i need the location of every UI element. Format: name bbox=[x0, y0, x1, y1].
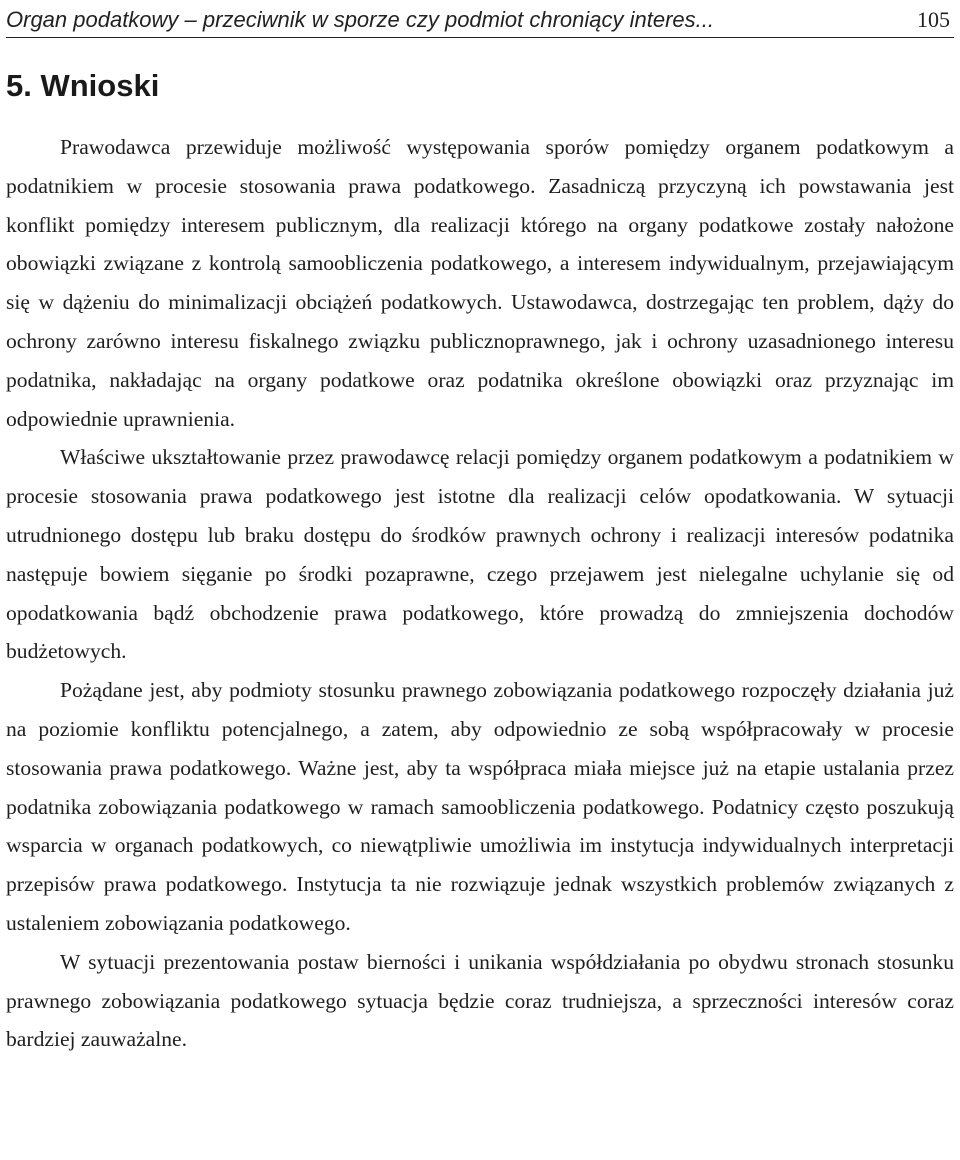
paragraph: Prawodawca przewiduje możliwość występowania sporów pomiędzy organem podatkowym a podatnikiem w procesie stosowania prawa podatkowego. Zasadniczą przyczyną ich powstawania jest konflikt pomiędzy interesem publicznym, dla realizacji którego na organy podatkowe zostały nałożone obowiązki związane z kontrolą samoobliczenia podatkowego, a interesem indywidualnym, przejawiającym się w dążeniu do minimalizacji obciążeń podatkowych. Ustawodawca, dostrzegając ten problem, dąży do ochrony zarówno interesu fiskalnego związku publicznoprawnego, jak i ochrony uzasadnionego interesu podatnika, nakładając na organy podatkowe oraz podatnika określone obowiązki oraz przyznając im odpowiednie uprawnienia. bbox=[6, 135, 954, 431]
running-header bbox=[6, 0, 954, 38]
section-body bbox=[6, 128, 954, 1059]
paragraph: Pożądane jest, aby podmioty stosunku prawnego zobowiązania podatkowego rozpoczęły działania już na poziomie konfliktu potencjalnego, a zatem, aby odpowiednio ze sobą współpracowały w procesie stosowania prawa podatkowego. Ważne jest, aby ta współpraca miała miejsce już na etapie ustalania przez podatnika zobowiązania podatkowego w ramach samoobliczenia podatkowego. Podatnicy często poszukują wsparcia w organach podatkowych, co niewątpliwie umożliwia im instytucja indywidualnych interpretacji przepisów prawa podatkowego. Instytucja ta nie rozwiązuje jednak wszystkich problemów związanych z ustaleniem zobowiązania podatkowego. bbox=[6, 678, 954, 935]
section-heading: 5. Wnioski bbox=[6, 68, 160, 103]
page-number: 105 bbox=[917, 7, 950, 32]
running-title: Organ podatkowy – przeciwnik w sporze czy podmiot chroniący interes... bbox=[6, 7, 714, 32]
paragraph: W sytuacji prezentowania postaw bierności i unikania współdziałania po obydwu stronach stosunku prawnego zobowiązania podatkowego sytuacja będzie coraz trudniejsza, a sprzeczności interesów coraz bardziej zauważalne. bbox=[6, 949, 954, 1052]
paragraph: Właściwe ukształtowanie przez prawodawcę relacji pomiędzy organem podatkowym a podatnikiem w procesie stosowania prawa podatkowego jest istotne dla realizacji celów opodatkowania. W sytuacji utrudnionego dostępu lub braku dostępu do środków prawnych ochrony i realizacji interesów podatnika następuje bowiem sięganie po środki pozaprawne, czego przejawem jest nielegalne uchylanie się od opodatkowania bądź obchodzenie prawa podatkowego, które prowadzą do zmniejszenia dochodów budżetowych. bbox=[6, 445, 954, 664]
